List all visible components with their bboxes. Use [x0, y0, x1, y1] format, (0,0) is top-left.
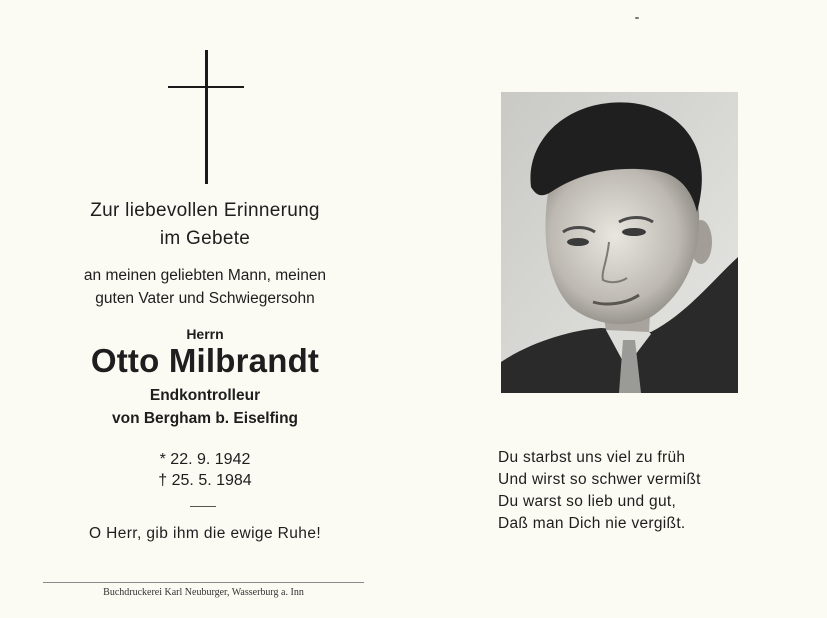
poem	[498, 447, 758, 535]
prayer: O Herr, gib ihm die ewige Ruhe!	[88, 525, 322, 542]
residence: von Bergham b. Eiselfing	[111, 410, 299, 427]
poem-line: Daß man Dich nie vergißt.	[498, 515, 686, 532]
paper-speck	[635, 17, 639, 19]
poem-line: Du warst so lieb und gut,	[498, 493, 677, 510]
cross-icon	[168, 50, 244, 184]
footer-divider	[43, 582, 364, 583]
intro-line-1: Zur liebevollen Erinnerung	[90, 200, 320, 221]
poem-line: Du starbst uns viel zu früh	[498, 449, 686, 466]
portrait-illustration	[501, 92, 738, 393]
printer-credit: Buchdruckerei Karl Neuburger, Wasserburg a. Inn	[103, 587, 304, 598]
portrait-photo	[501, 92, 738, 393]
relation-line-2: guten Vater und Schwiegersohn	[95, 290, 315, 307]
death-date: † 25. 5. 1984	[158, 472, 252, 489]
poem-line: Und wirst so schwer vermißt	[498, 471, 701, 488]
relation-line-1: an meinen geliebten Mann, meinen	[83, 267, 327, 284]
divider	[190, 506, 216, 507]
intro-line-2: im Gebete	[159, 228, 251, 249]
birth-date: * 22. 9. 1942	[159, 451, 251, 468]
occupation: Endkontrolleur	[149, 387, 261, 404]
honorific: Herrn	[186, 326, 224, 342]
deceased-name: Otto Milbrandt	[90, 342, 320, 379]
